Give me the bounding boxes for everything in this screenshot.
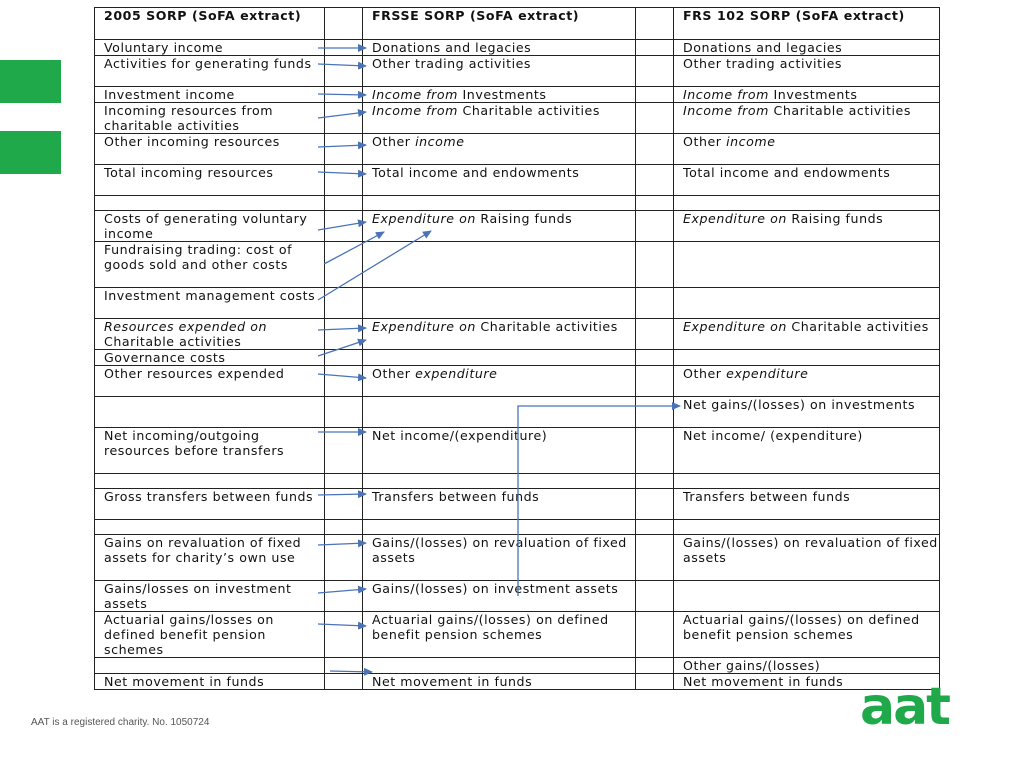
cell-2005: Governance costs [95,350,325,366]
table-row [95,612,940,658]
table-row [95,674,940,690]
cell-frsse: Other income [363,134,636,165]
cell-frsse: Gains/(losses) on investment assets [363,581,636,612]
cell-2005: Resources expended on Charitable activities [95,319,325,350]
table-row [95,56,940,87]
arrow-gap-cell [325,8,363,40]
cell-frsse: Actuarial gains/(losses) on defined benefit pension schemes [363,612,636,658]
cell-2005: Gains on revaluation of fixed assets for charity’s own use [95,535,325,581]
table-row [95,40,940,56]
table-header-row [95,8,940,40]
cell-frsse: Other expenditure [363,366,636,397]
cell-frsse: Expenditure on Raising funds [363,211,636,242]
cell-frs102 [674,288,940,319]
cell-frsse: Net income/(expenditure) [363,428,636,474]
cell-2005: Gross transfers between funds [95,489,325,520]
header-frsse-sorp: FRSSE SORP (SoFA extract) [363,8,636,40]
cell-frsse: Income from Investments [363,87,636,103]
cell-frs102: Net gains/(losses) on investments [674,397,940,428]
table-row [95,319,940,350]
cell-frsse [363,288,636,319]
cell-frs102: Income from Charitable activities [674,103,940,134]
table-row [95,397,940,428]
cell-2005: Net movement in funds [95,674,325,690]
table-row [95,103,940,134]
table-row [95,211,940,242]
cell-frsse [363,397,636,428]
cell-frs102: Income from Investments [674,87,940,103]
cell-frsse: Total income and endowments [363,165,636,196]
cell-2005: Investment income [95,87,325,103]
sorp-comparison-table [94,7,940,690]
cell-frs102: Other income [674,134,940,165]
cell-frs102: Donations and legacies [674,40,940,56]
spacer-row [95,474,940,489]
table-row [95,242,940,288]
table-row [95,87,940,103]
header-2005-sorp: 2005 SORP (SoFA extract) [95,8,325,40]
cell-2005: Activities for generating funds [95,56,325,87]
cell-2005: Gains/losses on investment assets [95,581,325,612]
cell-2005: Fundraising trading: cost of goods sold and other costs [95,242,325,288]
cell-frs102: Net income/ (expenditure) [674,428,940,474]
cell-2005 [95,397,325,428]
table-row [95,288,940,319]
cell-frsse: Donations and legacies [363,40,636,56]
header-frs102-sorp: FRS 102 SORP (SoFA extract) [674,8,940,40]
cell-frs102: Expenditure on Charitable activities [674,319,940,350]
table-row [95,581,940,612]
cell-frsse: Expenditure on Charitable activities [363,319,636,350]
table-row [95,165,940,196]
cell-2005: Total incoming resources [95,165,325,196]
cell-frs102: Gains/(losses) on revaluation of fixed assets [674,535,940,581]
cell-frsse: Gains/(losses) on revaluation of fixed assets [363,535,636,581]
cell-2005: Voluntary income [95,40,325,56]
cell-frs102: Expenditure on Raising funds [674,211,940,242]
cell-frs102: Other gains/(losses) [674,658,940,674]
cell-2005: Other incoming resources [95,134,325,165]
table-row [95,489,940,520]
table-row [95,134,940,165]
aat-logo [860,680,970,730]
cell-frsse [363,242,636,288]
table-row [95,366,940,397]
charity-registration-note: AAT is a registered charity. No. 1050724 [31,717,210,728]
green-side-tab-bottom [0,131,61,174]
table-row [95,428,940,474]
cell-frsse: Other trading activities [363,56,636,87]
cell-2005: Costs of generating voluntary income [95,211,325,242]
spacer-row [95,520,940,535]
spacer-row [95,196,940,211]
cell-2005: Actuarial gains/losses on defined benefit pension schemes [95,612,325,658]
cell-frs102 [674,581,940,612]
cell-frsse: Income from Charitable activities [363,103,636,134]
cell-frs102: Total income and endowments [674,165,940,196]
cell-frsse: Net movement in funds [363,674,636,690]
cell-frsse: Transfers between funds [363,489,636,520]
table-row [95,535,940,581]
svg-text:aat: aat [860,680,950,730]
cell-frs102: Net movement in funds [674,674,940,690]
cell-2005: Incoming resources from charitable activities [95,103,325,134]
cell-frsse [363,658,636,674]
cell-2005: Other resources expended [95,366,325,397]
cell-2005 [95,658,325,674]
cell-frs102: Other expenditure [674,366,940,397]
green-side-tab-top [0,60,61,103]
cell-frsse [363,350,636,366]
cell-frs102 [674,242,940,288]
cell-2005: Investment management costs [95,288,325,319]
cell-frs102: Other trading activities [674,56,940,87]
cell-frs102: Transfers between funds [674,489,940,520]
arrow-gap-cell [636,8,674,40]
table-row [95,658,940,674]
cell-frs102 [674,350,940,366]
cell-2005: Net incoming/outgoing resources before transfers [95,428,325,474]
cell-frs102: Actuarial gains/(losses) on defined benefit pension schemes [674,612,940,658]
table-row [95,350,940,366]
